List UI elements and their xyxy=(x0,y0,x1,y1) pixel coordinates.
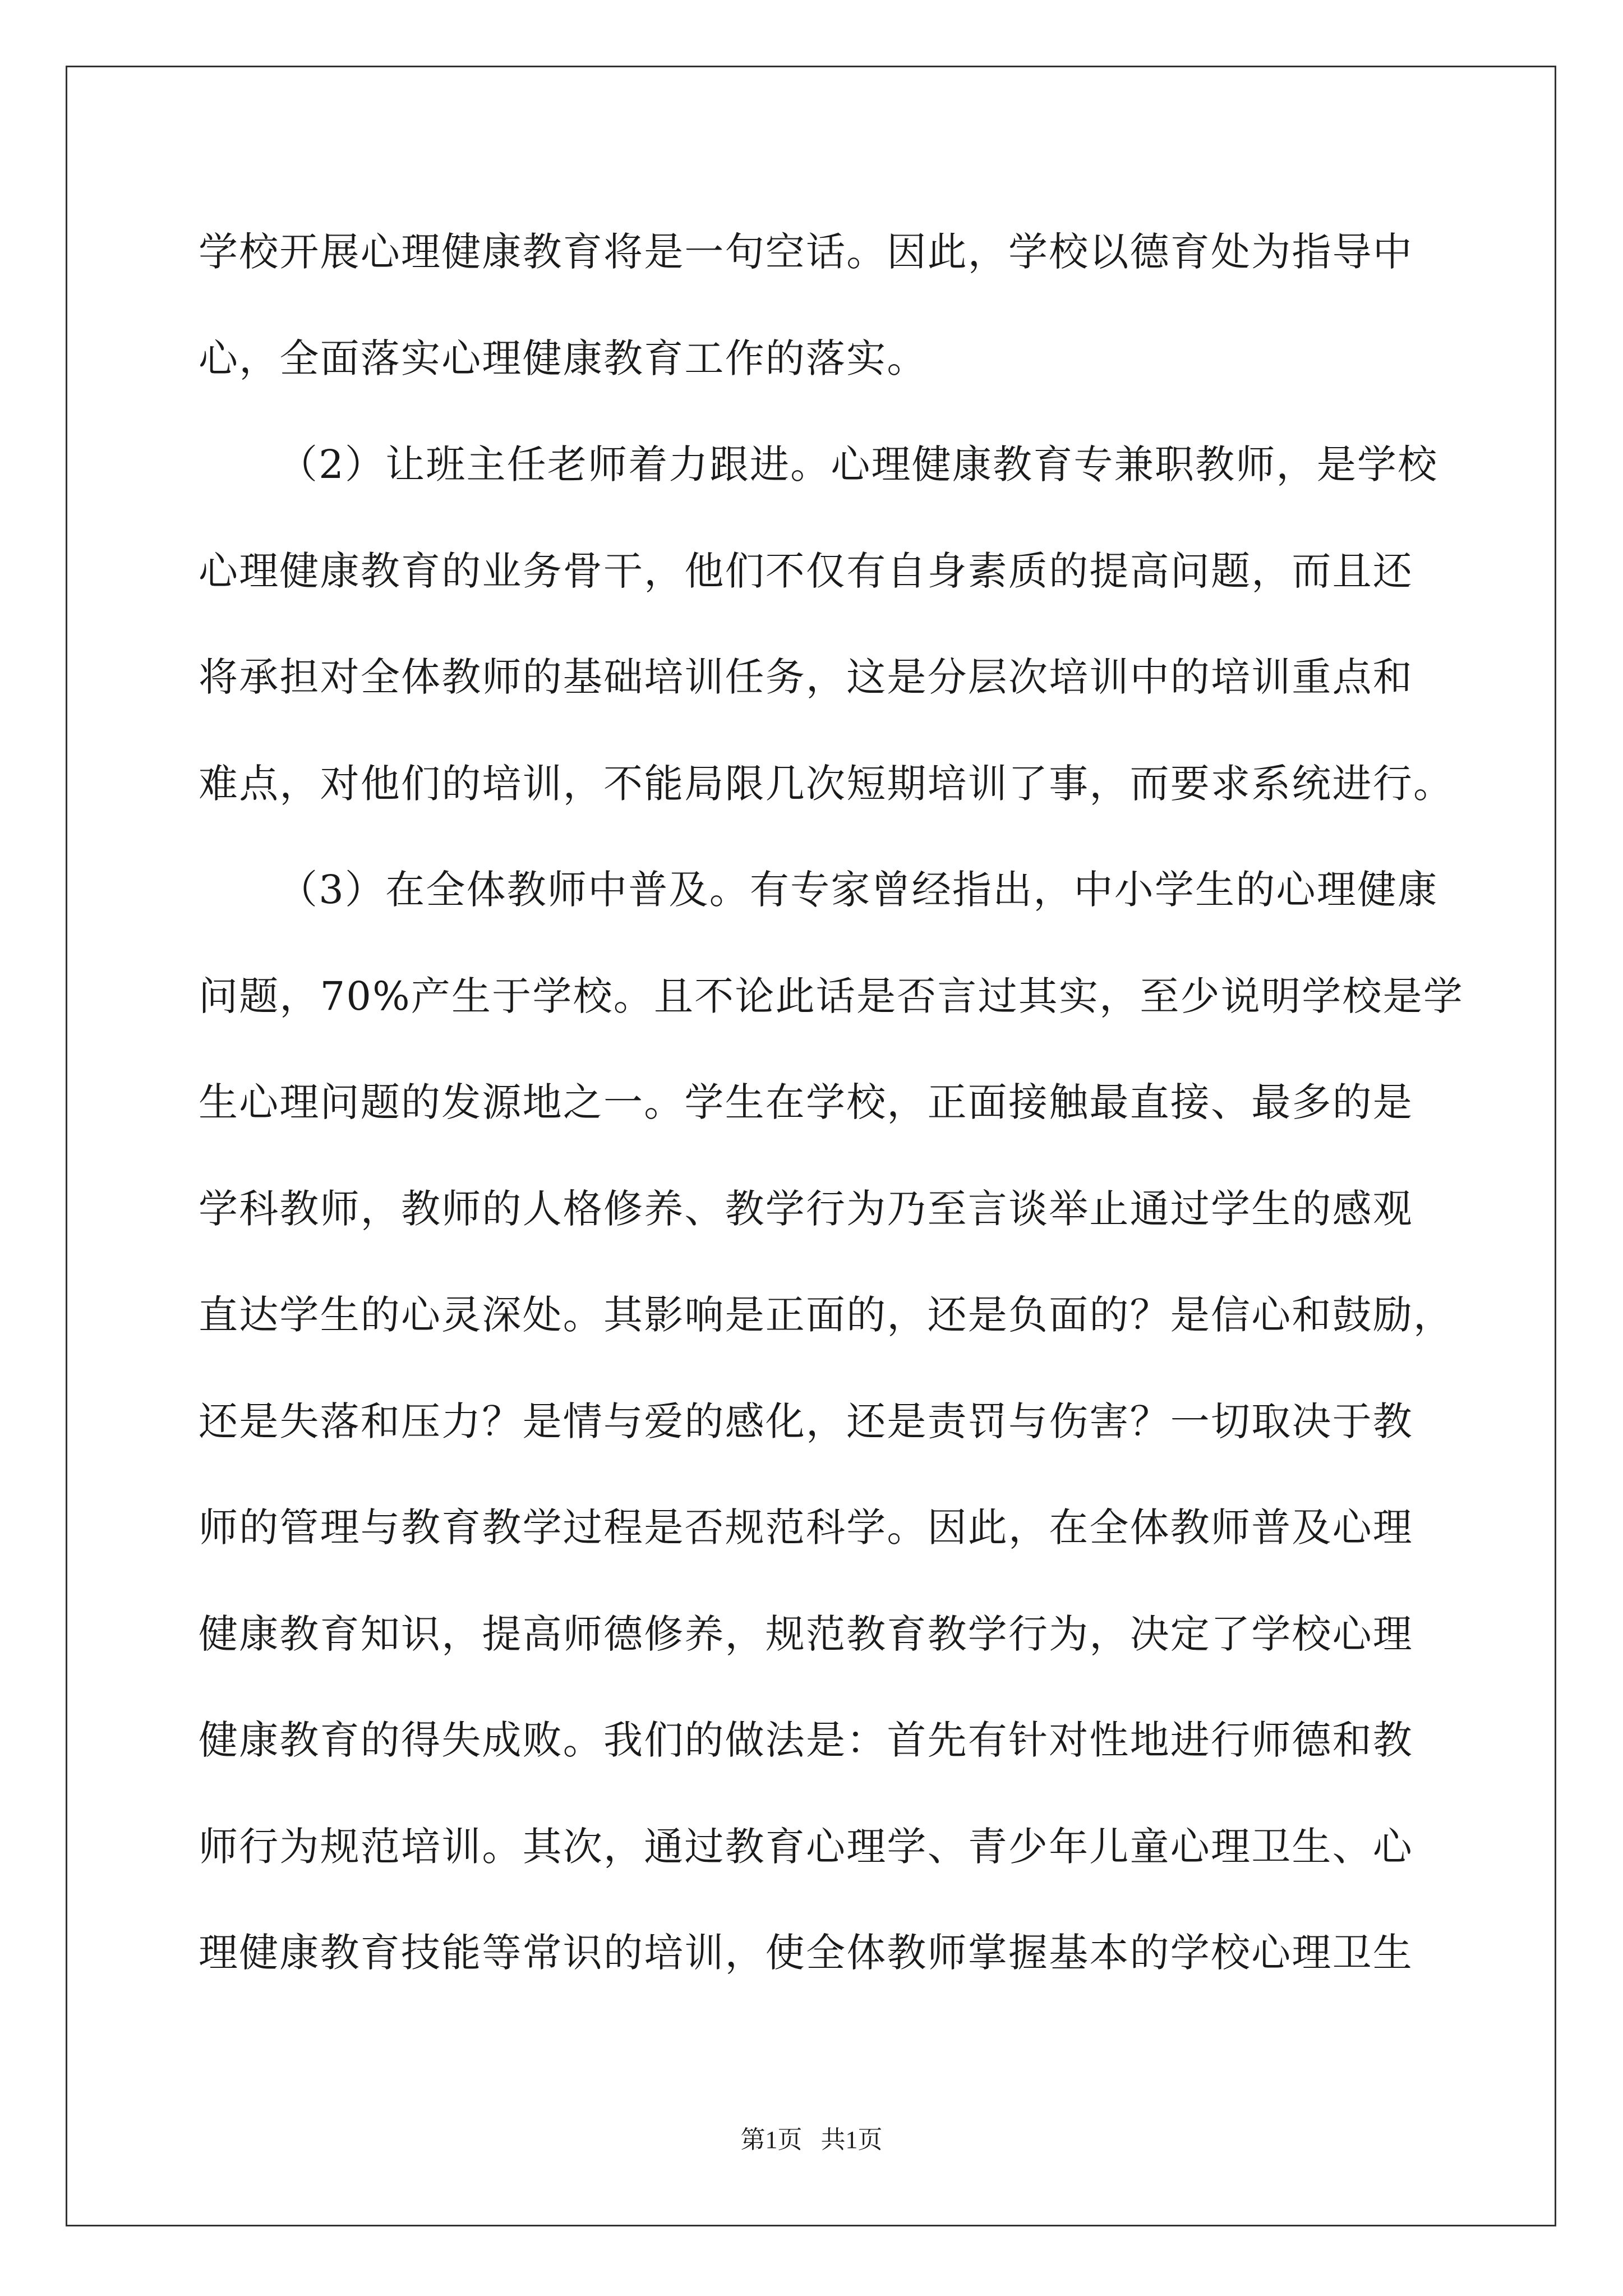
text-line: 健康教育知识，提高师德修养，规范教育教学行为，决定了学校心理 xyxy=(199,1611,1413,1657)
paragraph-start-line: （2）让班主任老师着力跟进。心理健康教育专兼职教师，是学校 xyxy=(278,441,1438,487)
text-line: 心，全面落实心理健康教育工作的落实。 xyxy=(199,335,928,381)
text-line: 生心理问题的发源地之一。学生在学校，正面接触最直接、最多的是 xyxy=(199,1079,1413,1125)
text-line: 理健康教育技能等常识的培训，使全体教师掌握基本的学校心理卫生 xyxy=(199,1930,1413,1976)
body-text xyxy=(199,199,1464,2007)
text-line: 直达学生的心灵深处。其影响是正面的，还是负面的？是信心和鼓励， xyxy=(199,1292,1454,1338)
page-footer: 第1页 共1页 xyxy=(740,2126,883,2154)
text-line: 问题，70%产生于学校。且不论此话是否言过其实，至少说明学校是学 xyxy=(199,973,1464,1019)
text-line: 将承担对全体教师的基础培训任务，这是分层次培训中的培训重点和 xyxy=(199,654,1413,700)
text-line: 师的管理与教育教学过程是否规范科学。因此，在全体教师普及心理 xyxy=(199,1504,1413,1550)
text-line: 心理健康教育的业务骨干，他们不仅有自身素质的提高问题，而且还 xyxy=(199,547,1413,594)
text-line: 难点，对他们的培训，不能局限几次短期培训了事，而要求系统进行。 xyxy=(199,760,1454,807)
text-line: 师行为规范培训。其次，通过教育心理学、青少年儿童心理卫生、心 xyxy=(199,1823,1413,1870)
paragraph-start-line: （3）在全体教师中普及。有专家曾经指出，中小学生的心理健康 xyxy=(278,867,1438,913)
text-line: 学校开展心理健康教育将是一句空话。因此，学校以德育处为指导中 xyxy=(199,229,1413,275)
text-line: 学科教师，教师的人格修养、教学行为乃至言谈举止通过学生的感观 xyxy=(199,1185,1413,1232)
text-line: 健康教育的得失成败。我们的做法是：首先有针对性地进行师德和教 xyxy=(199,1717,1413,1763)
text-line: 还是失落和压力？是情与爱的感化，还是责罚与伤害？一切取决于教 xyxy=(199,1398,1413,1444)
